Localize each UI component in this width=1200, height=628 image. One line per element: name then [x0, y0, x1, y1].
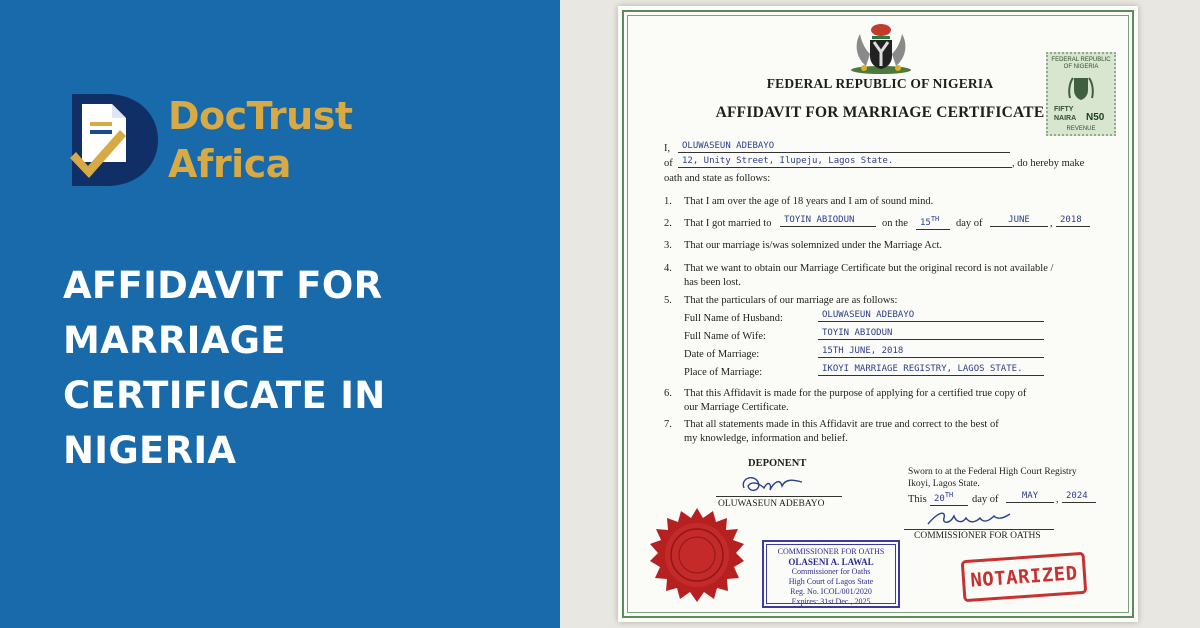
- document-title: AFFIDAVIT FOR MARRIAGE CERTIFICATE: [715, 104, 1045, 121]
- revenue-denomination: N50: [1086, 112, 1105, 123]
- commissioner-stamp-line-3: Commissioner for Oaths: [791, 567, 871, 576]
- headline-line-1: AFFIDAVIT FOR: [63, 264, 383, 307]
- nigeria-coat-of-arms-icon: [848, 16, 914, 74]
- address-field: 12, Unity Street, Ilupeju, Lagos State.: [678, 156, 1012, 168]
- clause-2-text-c: day of: [956, 218, 983, 229]
- wife-label: Full Name of Wife:: [684, 331, 766, 342]
- doctrust-logo: [68, 92, 388, 192]
- revenue-label: REVENUE: [1066, 126, 1096, 132]
- place-label: Place of Marriage:: [684, 367, 763, 378]
- page-headline: [63, 258, 523, 478]
- sworn-day-of: day of: [972, 494, 999, 505]
- brand-name: [168, 92, 353, 188]
- revenue-words-2: NAIRA: [1054, 115, 1077, 122]
- clause-1-number: 1.: [664, 196, 672, 207]
- husband-label: Full Name of Husband:: [684, 313, 783, 324]
- deponent-signature-line: [716, 496, 842, 497]
- commissioner-signature-icon: [924, 506, 1014, 530]
- clause-2-day: 15: [920, 218, 931, 228]
- red-wax-seal-icon: [648, 506, 746, 604]
- place-value: IKOYI MARRIAGE REGISTRY, LAGOS STATE.: [818, 364, 1044, 376]
- sworn-day: 20: [934, 494, 945, 504]
- brand-panel: [0, 0, 560, 628]
- notarized-stamp: NOTARIZED: [961, 552, 1088, 603]
- clause-3-number: 3.: [664, 240, 672, 251]
- clause-2-text-b: on the: [882, 218, 908, 229]
- document-country: FEDERAL REPUBLIC OF NIGERIA: [766, 76, 994, 91]
- clause-2-number: 2.: [664, 218, 672, 229]
- wife-value: TOYIN ABIODUN: [818, 328, 1044, 340]
- commissioner-label: COMMISSIONER FOR OATHS: [914, 531, 1041, 541]
- sworn-this-label: This: [908, 494, 927, 505]
- intro-hereby: , do hereby make: [1012, 158, 1085, 169]
- clause-5-text: That the particulars of our marriage are as follows:: [684, 295, 898, 306]
- clause-7-number: 7.: [664, 419, 672, 430]
- deponent-signature-icon: [738, 470, 808, 498]
- clause-3-text: That our marriage is/was solemnized under the Marriage Act.: [684, 240, 943, 251]
- date-label: Date of Marriage:: [684, 349, 760, 360]
- commissioner-stamp-line-6: Expires: 31st Dec., 2025: [791, 597, 871, 606]
- commissioner-stamp-line-5: Reg. No. ICOL/001/2020: [790, 587, 872, 596]
- commissioner-signature-line: [904, 529, 1054, 530]
- intro-oath: oath and state as follows:: [664, 173, 771, 184]
- date-value: 15TH JUNE, 2018: [818, 346, 1044, 358]
- sworn-line-1: Sworn to at the Federal High Court Registry: [908, 467, 1077, 477]
- clause-2-year-field: 2018: [1056, 215, 1090, 227]
- clause-1-text: That I am over the age of 18 years and I am of sound mind.: [684, 196, 934, 207]
- clause-2-comma: ,: [1050, 218, 1053, 229]
- clause-7-line-1: That all statements made in this Affidavit are true and correct to the best of: [684, 419, 999, 430]
- document-check-icon: [68, 92, 160, 188]
- sworn-day-field: [930, 491, 968, 506]
- deponent-heading: DEPONENT: [748, 458, 807, 469]
- sworn-comma: ,: [1056, 494, 1059, 505]
- clause-2-spouse-field: TOYIN ABIODUN: [780, 215, 876, 227]
- sworn-month-field: MAY: [1006, 491, 1054, 503]
- deponent-signature-name: OLUWASEUN ADEBAYO: [718, 499, 825, 509]
- brand-line-2: Africa: [168, 142, 291, 186]
- clause-2-day-field: [916, 215, 950, 230]
- clause-4-line-2: has been lost.: [684, 277, 741, 288]
- clause-6-number: 6.: [664, 388, 672, 399]
- commissioner-stamp-name: OLASENI A. LAWAL: [788, 557, 874, 567]
- revenue-stamp-line2: OF NIGERIA: [1063, 64, 1099, 70]
- clause-2-month-field: JUNE: [990, 215, 1048, 227]
- headline-line-3: CERTIFICATE IN: [63, 374, 386, 417]
- deponent-name-field: OLUWASEUN ADEBAYO: [678, 141, 1010, 153]
- revenue-words-1: FIFTY: [1054, 106, 1074, 113]
- clause-4-line-1: That we want to obtain our Marriage Certificate but the original record is not available /: [684, 263, 1054, 274]
- sworn-line-2: Ikoyi, Lagos State.: [908, 479, 980, 489]
- clause-4-number: 4.: [664, 263, 672, 274]
- clause-2-text-a: That I got married to: [684, 218, 772, 229]
- intro-of-label: of: [664, 158, 673, 169]
- clause-6-line-2: our Marriage Certificate.: [684, 402, 789, 413]
- commissioner-stamp-line-1: COMMISSIONER FOR OATHS: [777, 547, 885, 556]
- headline-line-4: NIGERIA: [63, 429, 237, 472]
- sworn-day-suffix: TH: [944, 491, 954, 499]
- headline-line-2: MARRIAGE: [63, 319, 286, 362]
- revenue-stamp: [1046, 52, 1116, 136]
- clause-6-line-1: That this Affidavit is made for the purpose of applying for a certified true copy of: [684, 388, 1027, 399]
- revenue-stamp-line1: FEDERAL REPUBLIC: [1051, 57, 1111, 63]
- sworn-year-field: 2024: [1062, 491, 1096, 503]
- commissioner-stamp: [762, 540, 900, 608]
- brand-line-1: DocTrust: [168, 94, 353, 138]
- clause-2-day-suffix: TH: [930, 215, 940, 223]
- clause-7-line-2: my knowledge, information and belief.: [684, 433, 848, 444]
- intro-i-label: I,: [664, 143, 671, 154]
- husband-value: OLUWASEUN ADEBAYO: [818, 310, 1044, 322]
- commissioner-stamp-line-4: High Court of Lagos State: [788, 577, 874, 586]
- clause-5-number: 5.: [664, 295, 672, 306]
